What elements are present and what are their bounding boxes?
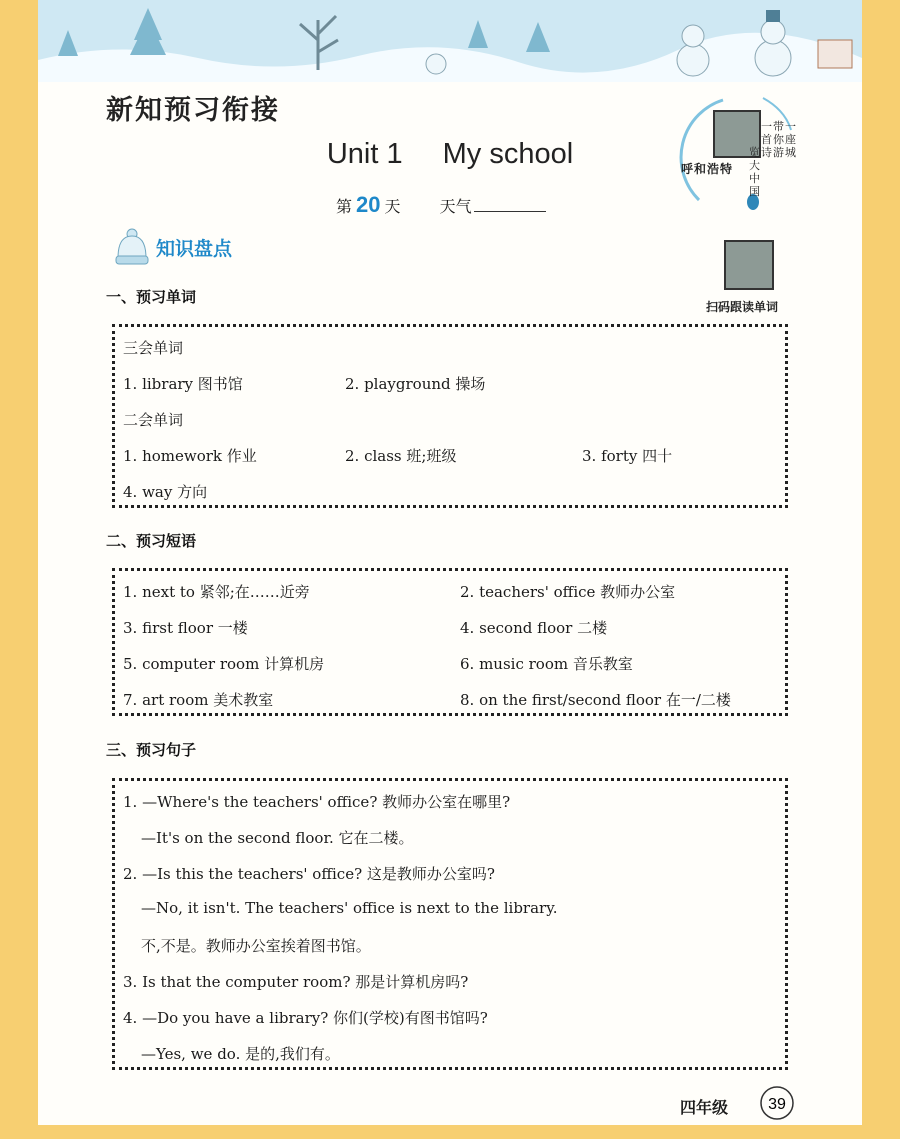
word-item: 1. homework 作业 bbox=[123, 447, 257, 465]
knitted-hat-icon bbox=[114, 228, 150, 266]
scan-label: 扫码跟读单词 bbox=[706, 300, 779, 314]
winter-banner-illustration bbox=[38, 0, 862, 82]
phrase-item: 2. teachers' office 教师办公室 bbox=[460, 583, 676, 601]
sentence-line: 3. Is that the computer room? 那是计算机房吗? bbox=[123, 973, 469, 991]
phrase-item: 3. first floor 一楼 bbox=[123, 619, 248, 637]
sentence-line: 2. —Is this the teachers' office? 这是教师办公室吗? bbox=[123, 865, 495, 883]
phrases-heading: 二、预习短语 bbox=[106, 532, 197, 550]
page-number-badge-icon bbox=[758, 1084, 796, 1122]
unit-label: Unit 1 bbox=[326, 138, 403, 170]
day-number: 20 bbox=[356, 192, 381, 217]
phrase-item: 8. on the first/second floor 在一/二楼 bbox=[460, 691, 731, 709]
phrase-item: 4. second floor 二楼 bbox=[460, 619, 608, 637]
sentence-line: 4. —Do you have a library? 你们(学校)有图书馆吗? bbox=[123, 1009, 488, 1027]
word-item: 2. playground 操场 bbox=[345, 375, 486, 393]
word-item: 1. library 图书馆 bbox=[123, 375, 243, 393]
poem-column: 一首诗 bbox=[761, 120, 772, 159]
day-suffix: 天 bbox=[384, 197, 401, 216]
sentence-line: 1. —Where's the teachers' office? 教师办公室在哪里? bbox=[123, 793, 511, 811]
workbook-page bbox=[38, 0, 862, 1125]
sentence-line: —It's on the second floor. 它在二楼。 bbox=[141, 829, 414, 847]
sentences-heading: 三、预习句子 bbox=[106, 741, 197, 759]
word-item: 4. way 方向 bbox=[123, 483, 208, 501]
poem-column: 带你游 bbox=[773, 120, 784, 159]
sentences-box bbox=[112, 778, 788, 1070]
sentence-line: —No, it isn't. The teachers' office is next to the library. bbox=[141, 899, 558, 917]
day-prefix: 第 bbox=[336, 197, 353, 216]
grade-label: 四年级 bbox=[680, 1098, 729, 1117]
section-title: 新知预习衔接 bbox=[106, 95, 280, 126]
words-box bbox=[112, 324, 788, 508]
phrase-item: 1. next to 紧邻;在……近旁 bbox=[123, 583, 310, 601]
group-title: 三会单词 bbox=[123, 339, 184, 357]
poem-column: 一座城 bbox=[785, 120, 796, 159]
phrase-item: 7. art room 美术教室 bbox=[123, 691, 274, 709]
knowledge-label: 知识盘点 bbox=[156, 237, 233, 260]
phrases-box bbox=[112, 568, 788, 716]
word-item: 2. class 班;班级 bbox=[345, 447, 457, 465]
page-number: 39 bbox=[768, 1096, 786, 1113]
poem-column: 览大中国 bbox=[749, 146, 760, 198]
qr-code-icon[interactable] bbox=[724, 240, 774, 290]
phrase-item: 6. music room 音乐教室 bbox=[460, 655, 633, 673]
unit-name: My school bbox=[442, 138, 574, 170]
phrase-item: 5. computer room 计算机房 bbox=[123, 655, 325, 673]
city-label: 呼和浩特 bbox=[681, 162, 734, 176]
word-item: 3. forty 四十 bbox=[582, 447, 673, 465]
group-title: 二会单词 bbox=[123, 411, 184, 429]
weather-blank[interactable] bbox=[474, 197, 546, 212]
knowledge-heading bbox=[114, 228, 232, 266]
day-weather-line bbox=[336, 192, 546, 218]
words-heading: 一、预习单词 bbox=[106, 288, 197, 306]
poem-qr-card bbox=[663, 90, 796, 220]
weather-label: 天气 bbox=[439, 197, 472, 216]
sentence-line: 不,不是。教师办公室挨着图书馆。 bbox=[141, 937, 371, 955]
sentence-line: —Yes, we do. 是的,我们有。 bbox=[141, 1045, 340, 1063]
